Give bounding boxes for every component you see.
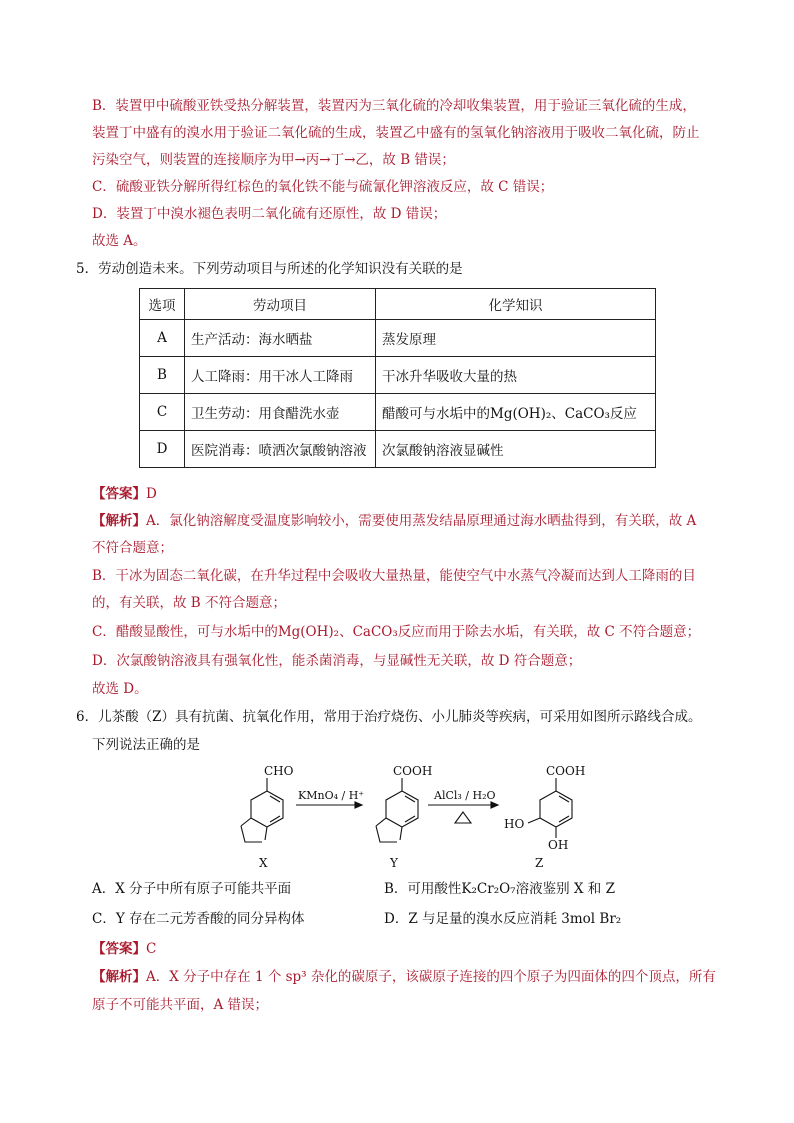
table-header-row (140, 289, 656, 320)
table-cell-knowledge: 醋酸可与水垢中的Mg(OH)₂、CaCO₃反应 (376, 394, 656, 431)
answer-value: C (146, 941, 157, 957)
q4-analysis-line-6: 故选 A。 (92, 233, 147, 249)
q5-analysis-line-1 (92, 511, 696, 531)
q4-analysis-line-3: 污染空气，则装置的连接顺序为甲→丙→丁→乙，故 B 错误； (92, 152, 455, 168)
analysis-text: A．氯化钠溶解度受温度影响较小，需要使用蒸发结晶原理通过海水晒盐得到，有关联，故 A (146, 513, 697, 529)
answer-value: D (146, 486, 157, 502)
q6-option-a: A．X 分子中所有原子可能共平面 (92, 881, 292, 897)
analysis-label: 【解析】 (92, 513, 146, 529)
analysis-text: A．X 分子中存在 1 个 sp³ 杂化的碳原子，该碳原子连接的四个原子为四面体的四个顶点，所有 (146, 969, 716, 985)
x-cho-label: CHO (264, 764, 294, 778)
q5-analysis-line-5: C．醋酸显酸性，可与水垢中的Mg(OH)₂、CaCO₃反应而用于除去水垢，有关联，故 C 不符合题意； (92, 624, 701, 640)
answer-label: 【答案】 (92, 486, 146, 502)
table-row (140, 431, 656, 468)
q5-analysis-line-7: 故选 D。 (92, 681, 148, 697)
analysis-label: 【解析】 (92, 969, 146, 985)
q6-stem-2: 下列说法正确的是 (92, 737, 200, 753)
q6-answer (92, 939, 156, 959)
table-cell-knowledge: 干冰升华吸收大量的热 (376, 357, 656, 394)
table-header-knowledge: 化学知识 (376, 289, 656, 320)
table-header-item: 劳动项目 (185, 289, 376, 320)
table-cell-item: 生产活动：海水晒盐 (185, 320, 376, 357)
table-header-option: 选项 (140, 289, 185, 320)
z-oh-label-2: OH (548, 838, 569, 852)
q4-analysis-line-4: C．硫酸亚铁分解所得红棕色的氧化铁不能与硫氰化钾溶液反应，故 C 错误； (92, 179, 554, 195)
table-cell-knowledge: 次氯酸钠溶液显碱性 (376, 431, 656, 468)
q6-stem-1: 6．儿茶酸（Z）具有抗菌、抗氧化作用，常用于治疗烧伤、小儿肺炎等疾病，可采用如图所示路线合成。 (76, 709, 702, 725)
reagent-1: KMnO₄ / H⁺ (298, 789, 365, 802)
table-cell-option: B (140, 357, 185, 394)
z-cooh-label: COOH (546, 764, 586, 778)
q5-table (139, 288, 656, 468)
table-cell-option: D (140, 431, 185, 468)
answer-label: 【答案】 (92, 941, 146, 957)
y-cooh-label: COOH (393, 764, 433, 778)
table-cell-option: A (140, 320, 185, 357)
table-cell-item: 医院消毒：喷洒次氯酸钠溶液 (185, 431, 376, 468)
molecule-y-structure (376, 778, 418, 842)
q4-analysis-line-2: 装置丁中盛有的溴水用于验证二氧化硫的生成，装置乙中盛有的氢氧化钠溶液用于吸收二氧化硫，防止 (92, 125, 700, 141)
label-y: Y (390, 856, 398, 870)
table-cell-knowledge: 蒸发原理 (376, 320, 656, 357)
table-row (140, 320, 656, 357)
q6-analysis-line-1 (92, 967, 716, 987)
q5-analysis-line-6: D．次氯酸钠溶液具有强氧化性，能杀菌消毒，与显碱性无关联，故 D 符合题意； (92, 653, 582, 669)
q5-analysis-line-2: 不符合题意； (92, 540, 173, 556)
table-row (140, 394, 656, 431)
q4-analysis-line-5: D．装置丁中溴水褪色表明二氧化硫有还原性，故 D 错误； (92, 206, 447, 222)
label-z: Z (535, 856, 544, 870)
q5-answer (92, 484, 157, 504)
q5-analysis-line-3: B．干冰为固态二氧化碳，在升华过程中会吸收大量热量，能使空气中水蒸气冷凝而达到人工降雨的目 (92, 568, 696, 584)
q6-option-b: B．可用酸性K₂Cr₂O₇溶液鉴别 X 和 Z (384, 881, 615, 897)
reagent-2: AlCl₃ / H₂O (434, 789, 496, 802)
q4-analysis-line-1: B．装置甲中硫酸亚铁受热分解装置，装置丙为三氧化硫的冷却收集装置，用于验证三氧化硫的生成， (92, 98, 696, 114)
q5-stem: 5．劳动创造未来。下列劳动项目与所述的化学知识没有关联的是 (76, 261, 463, 277)
q6-analysis-line-2: 原子不可能共平面，A 错误； (92, 997, 269, 1013)
q6-option-c: C．Y 存在二元芳香酸的同分异构体 (92, 911, 305, 927)
table-cell-item: 卫生劳动：用食醋洗水壶 (185, 394, 376, 431)
z-oh-label-1: HO (504, 817, 525, 831)
q6-option-d: D．Z 与足量的溴水反应消耗 3mol Br₂ (384, 911, 622, 927)
table-cell-option: C (140, 394, 185, 431)
table-row (140, 357, 656, 394)
molecule-x-structure (241, 778, 283, 842)
table-cell-item: 人工降雨：用干冰人工降雨 (185, 357, 376, 394)
label-x: X (259, 856, 268, 870)
q5-analysis-line-4: 的，有关联，故 B 不符合题意； (92, 595, 287, 611)
molecule-z-structure (528, 778, 572, 838)
